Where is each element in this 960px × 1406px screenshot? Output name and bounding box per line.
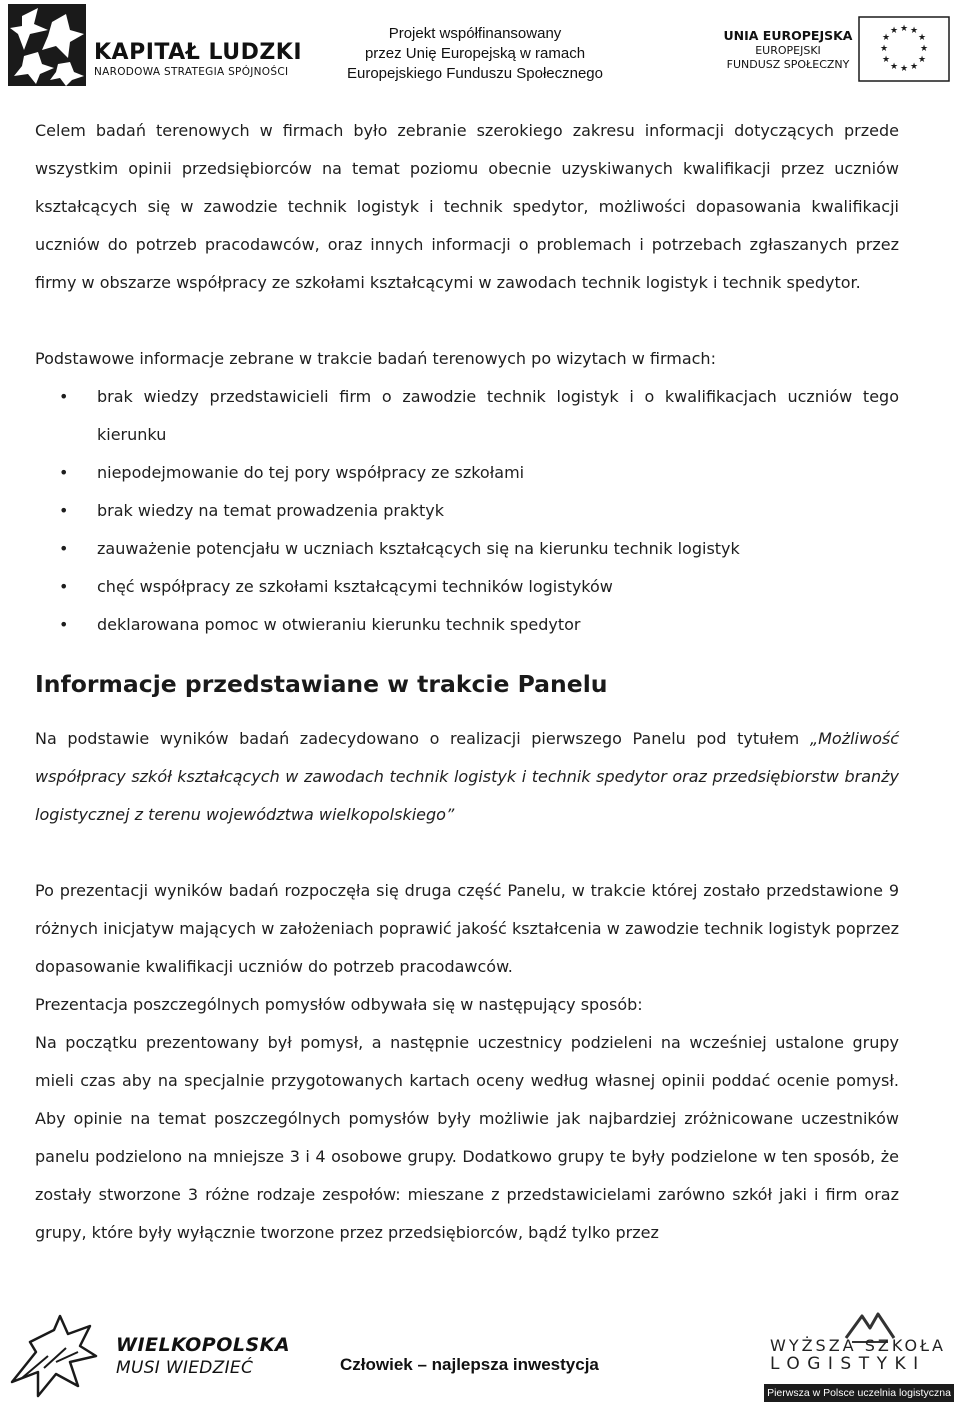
bullet-icon: •	[59, 615, 69, 634]
list-item	[35, 530, 899, 568]
wielkopolska-subtitle: MUSI WIEDZIEĆ	[116, 1358, 254, 1378]
wielkopolska-map-icon	[8, 1312, 98, 1400]
presentation-paragraph: Na początku prezentowany był pomysł, a następnie uczestnicy podzieleni na wcześniej ustalone grupy mieli czas aby na specjalnie przygotowanych kartach oceny według własnej opinii poddać ocenie pomysł. Aby opinie na temat poszczególnych pomysłów były możliwie jak najbardziej zróżnicowane uczestników panelu podzielono na mniejsze 3 i 4 osobowe grupy. Dodatkowo grupy te były podzielone w ten sposób, że zostały stworzone 3 różne rodzaje zespołów: mieszane z przedstawicielami zarówno szkół jaki i firm oraz grupy, które były wyłącznie tworzone przez przedsiębiorców, bądź tylko przez	[35, 1033, 899, 1242]
panel-intro-text: Na podstawie wyników badań zadecydowano o realizacji pierwszego Panelu pod tytułem	[35, 729, 810, 748]
list-item-text: zauważenie potencjału w uczniach kształcących się na kierunku technik logistyk	[97, 539, 740, 558]
page-header	[0, 0, 960, 96]
page-footer	[0, 1300, 960, 1406]
bullet-icon: •	[59, 501, 69, 520]
bullet-icon: •	[59, 463, 69, 482]
eu-flag-icon	[858, 16, 950, 82]
svg-text:★: ★	[899, 24, 909, 34]
section-heading: Informacje przedstawiane w trakcie Panelu	[35, 670, 608, 698]
svg-text:★: ★	[889, 62, 899, 72]
svg-text:★: ★	[919, 44, 929, 54]
list-item-text: deklarowana pomoc w otwieraniu kierunku technik spedytor	[97, 615, 581, 634]
bullet-icon: •	[59, 539, 69, 558]
wsl-tagline: Pierwsza w Polsce uczelnia logistyczna	[764, 1384, 954, 1402]
kapital-ludzki-title: KAPITAŁ LUDZKI	[94, 40, 303, 65]
svg-text:★: ★	[917, 55, 927, 65]
svg-text:★: ★	[889, 26, 899, 36]
kapital-ludzki-emblem-icon	[8, 4, 86, 86]
svg-text:★: ★	[909, 26, 919, 36]
presentation-intro: Prezentacja poszczególnych pomysłów odbywała się w następujący sposób:	[35, 995, 643, 1014]
bullet-icon: •	[59, 577, 69, 596]
document-body	[35, 112, 899, 1252]
panel-intro-paragraph	[35, 720, 899, 834]
findings-list	[35, 378, 899, 644]
list-item-text: brak wiedzy przedstawicieli firm o zawodzie technik logistyk i o kwalifikacjach uczniów tego kierunku	[97, 387, 899, 444]
list-item	[35, 378, 899, 454]
list-item-text: chęć współpracy ze szkołami kształcącymi techników logistyków	[97, 577, 613, 596]
kapital-ludzki-subtitle: NARODOWA STRATEGIA SPÓJNOŚCI	[94, 66, 289, 78]
list-item-text: niepodejmowanie do tej pory współpracy ze szkołami	[97, 463, 525, 482]
project-line-3: Europejskiego Funduszu Społecznego	[346, 65, 603, 82]
svg-text:★: ★	[879, 44, 889, 54]
wsl-name-line-2: LOGISTYKI	[770, 1354, 926, 1374]
list-item	[35, 606, 899, 644]
list-item	[35, 568, 899, 606]
eu-line-3: FUNDUSZ SPOŁECZNY	[726, 58, 850, 71]
panel-title: „Możliwość współpracy szkół kształcących w zawodach technik logistyk i technik spedytor oraz przedsiębiorstw branży logistycznej z terenu województwa wielkopolskiego”	[35, 729, 899, 824]
svg-text:★: ★	[917, 33, 927, 43]
bullet-icon: •	[59, 387, 69, 406]
project-line-1: Projekt współfinansowany	[388, 25, 562, 42]
eu-title: UNIA EUROPEJSKA	[723, 28, 853, 43]
eu-line-2: EUROPEJSKI	[755, 44, 821, 57]
svg-text:★: ★	[909, 62, 919, 72]
list-item	[35, 492, 899, 530]
footer-slogan: Człowiek – najlepsza inwestycja	[340, 1355, 599, 1374]
initiatives-paragraph: Po prezentacji wyników badań rozpoczęła się druga część Panelu, w trakcie której zostało przedstawione 9 różnych inicjatyw mających w założeniach poprawić jakość kształcenia w zawodzie technik logistyk poprzez dopasowanie kwalifikacji uczniów do potrzeb pracodawców.	[35, 881, 899, 976]
wielkopolska-title: WIELKOPOLSKA	[116, 1334, 291, 1356]
eu-logo-text	[722, 28, 854, 72]
list-item-text: brak wiedzy na temat prowadzenia praktyk	[97, 501, 445, 520]
wsl-name-line-1: WYŻSZA SZKOŁA	[770, 1336, 946, 1355]
findings-intro: Podstawowe informacje zebrane w trakcie badań terenowych po wizytach w firmach:	[35, 349, 716, 368]
svg-text:★: ★	[881, 33, 891, 43]
svg-text:★: ★	[899, 64, 909, 74]
kapital-ludzki-logo	[8, 4, 303, 86]
intro-paragraph: Celem badań terenowych w firmach było zebranie szerokiego zakresu informacji dotyczących przede wszystkim opinii przedsiębiorców na temat poziomu obecnie uzyskiwanych kwalifikacji przez uczniów kształcących się w zawodzie technik logistyk i technik spedytor, możliwości dopasowania kwalifikacji uczniów do potrzeb pracodawców, oraz innych informacji o problemach i potrzebach zgłaszanych przez firmy w obszarze współpracy ze szkołami kształcącymi w zawodach technik logistyk i technik spedytor.	[35, 121, 899, 292]
list-item	[35, 454, 899, 492]
svg-text:★: ★	[881, 55, 891, 65]
project-cofinancing-text	[330, 24, 620, 84]
project-line-2: przez Unię Europejską w ramach	[364, 45, 586, 62]
